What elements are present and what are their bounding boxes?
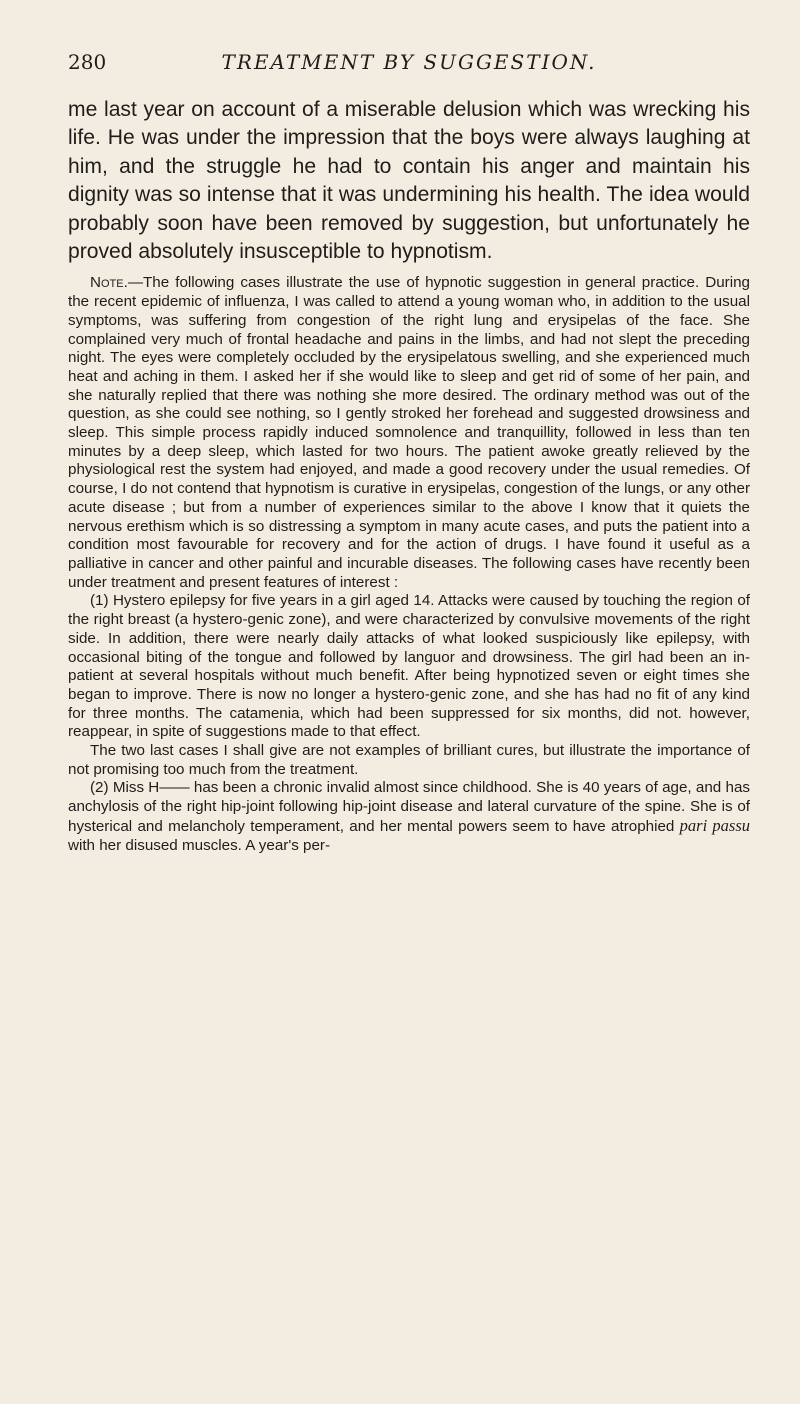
page-number: 280	[68, 50, 107, 74]
case-2-paragraph	[68, 779, 750, 855]
case-1-paragraph: (1) Hystero epilepsy for five years in a girl aged 14. Attacks were caused by touching the region of the right breast (a hystero-genic zone), and were characterized by convulsive movements of the right side. In addition, there were nearly daily attacks of what looked suspiciously like epilepsy, with occasional biting of the tongue and followed by languor and drowsiness. The girl had been an in-patient at several hospitals without much benefit. After being hypnotized seven or eight times she began to improve. There is now no longer a hystero-genic zone, and she has had no fit of any kind for three months. The catamenia, which had been suppressed for six months, did not. however, reappear, in spite of suggestions made to that effect.	[68, 592, 750, 741]
note-text: —The following cases illustrate the use of hypnotic suggestion in general practice. During the recent epidemic of influenza, I was called to attend a young woman who, in addition to the usual symptoms, was suffering from congestion of the right lung and erysipelas of the face. She complained very much of frontal headache and pains in the limbs, and had not slept the preceding night. The eyes were completely occluded by the erysipelatous swelling, and she experienced much heat and aching in them. I asked her if she would like to sleep and get rid of some of her pain, and she naturally replied that there was nothing she more desired. The ordinary method was out of the question, as she could see nothing, so I gently stroked her forehead and suggested drowsiness and sleep. This simple process rapidly induced somnolence and tranquillity, followed in less than ten minutes by a deep sleep, which lasted for two hours. The patient awoke greatly relieved by the physiological rest the system had enjoyed, and made a good recovery under the usual remedies. Of course, I do not contend that hypnotism is curative in erysipelas, congestion of the lungs, or any other acute disease ; but from a number of experiences similar to the above I know that it quiets the nervous erethism which is so distressing a symptom in many acute cases, and puts the patient into a condition most favourable for recovery and for the action of drugs. I have found it useful as a palliative in cancer and other painful and incurable diseases. The following cases have recently been under treatment and present features of interest :	[68, 274, 750, 591]
page-header	[68, 50, 750, 82]
latin-phrase: pari passu	[679, 815, 750, 835]
note-paragraph	[68, 274, 750, 592]
lead-paragraph: me last year on account of a miserable delusion which was wrecking his life. He was under the impression that the boys were always laughing at him, and the struggle he had to contain his anger and maintain his dignity was so intense that it was undermining his health. The idea would probably soon have been removed by suggestion, but unfortunately he proved absolutely insusceptible to hypnotism.	[68, 98, 750, 264]
case-2-text-before: (2) Miss H—— has been a chronic invalid almost since childhood. She is 40 years of age, and has anchylosis of the right hip-joint following hip-joint disease and lateral curvature of the spine. She is of hysterical and melancholy temperament, and her mental powers seem to have atrophied	[68, 779, 750, 835]
running-title: TREATMENT BY SUGGESTION.	[221, 50, 597, 74]
note-label: Note.	[90, 274, 128, 292]
bridge-paragraph: The two last cases I shall give are not examples of brilliant cures, but illustrate the importance of not promising too much from the treatment.	[68, 742, 750, 778]
book-page	[68, 50, 750, 855]
case-2-text-after: with her disused muscles. A year's per-	[68, 836, 331, 854]
